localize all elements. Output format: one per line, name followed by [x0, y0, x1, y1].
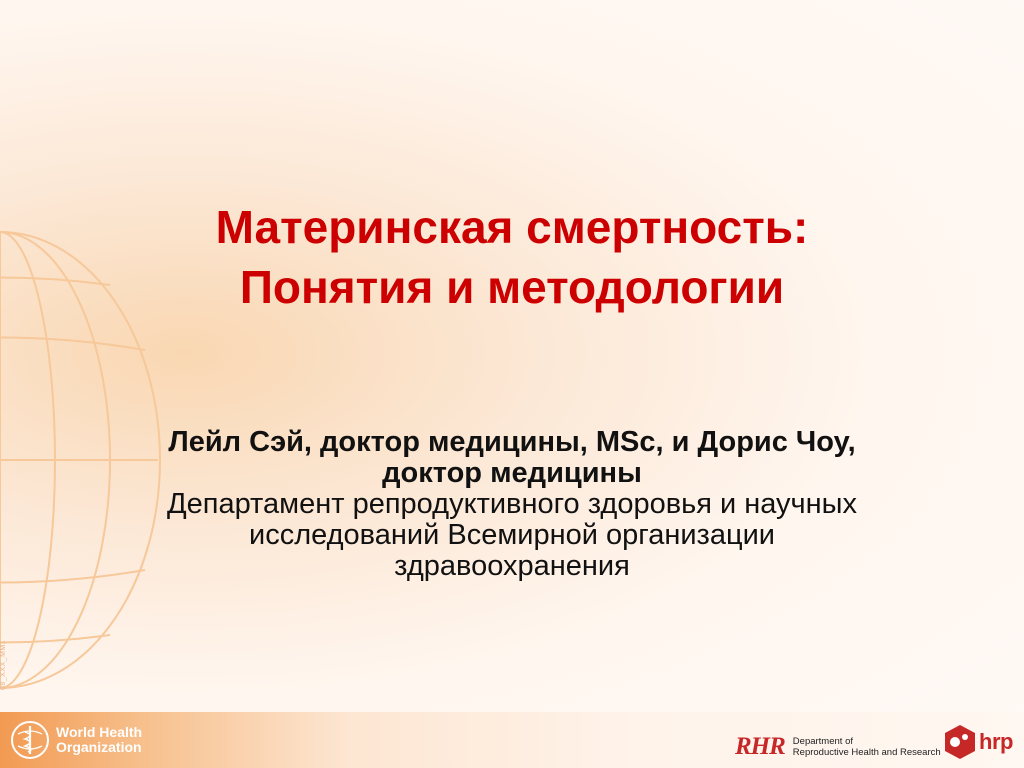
affiliation-line-2: исследований Всемирной организации — [249, 519, 775, 551]
title-line-2: Понятия и методологии — [239, 261, 785, 313]
hrp-logo — [943, 724, 1013, 760]
who-name-line-2: Organization — [56, 739, 142, 755]
who-name-line-1: World Health — [56, 724, 143, 740]
affiliation-line-1: Департамент репродуктивного здоровья и научных — [166, 488, 858, 520]
rhr-line-1: Department of — [792, 736, 853, 747]
affiliation-line-3: здравоохранения — [394, 550, 630, 582]
slide-code: 08_XXX_MM1 — [0, 639, 7, 690]
slide-subtitle — [90, 427, 934, 582]
who-logo — [10, 720, 142, 760]
authors-line-1: Лейл Сэй, доктор медицины, MSc, и Дорис Чоу, — [168, 426, 856, 458]
hrp-mark-icon — [943, 724, 977, 760]
who-emblem-icon — [10, 720, 50, 760]
rhr-mark: RHR — [735, 733, 785, 760]
hrp-label: hrp — [979, 729, 1013, 754]
rhr-line-2: Reproductive Health and Research — [792, 747, 941, 758]
rhr-department-name — [793, 736, 941, 758]
who-name — [56, 725, 142, 755]
slide-title — [60, 197, 964, 317]
rhr-logo — [735, 733, 941, 761]
title-line-1: Материнская смертность: — [215, 201, 809, 253]
authors-line-2: доктор медицины — [382, 457, 642, 489]
